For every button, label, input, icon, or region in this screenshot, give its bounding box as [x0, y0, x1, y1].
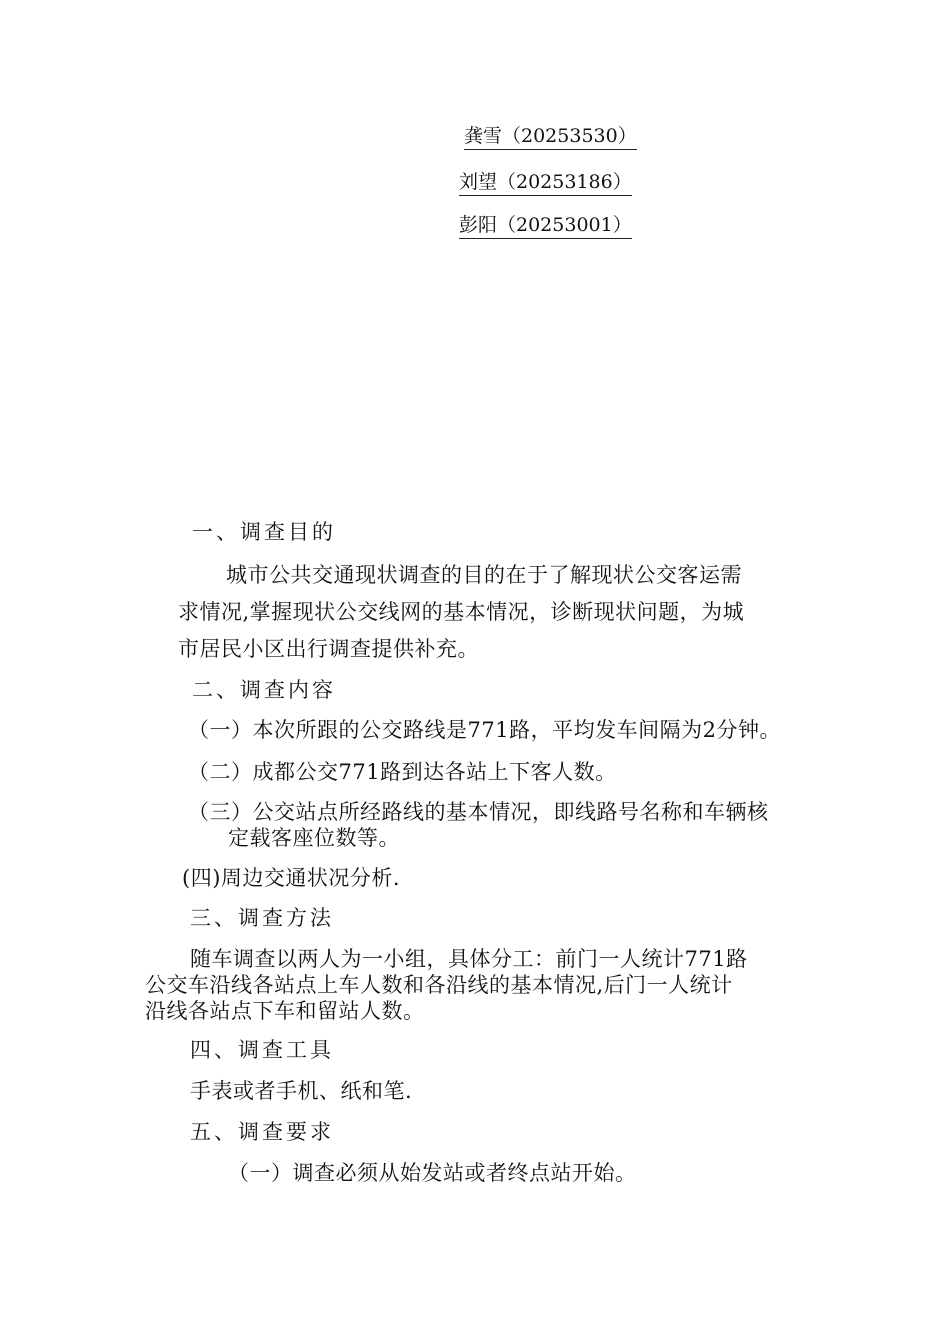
- content-item: (四)周边交通状况分析.: [182, 866, 401, 890]
- tools-text: 手表或者手机、纸和笔.: [190, 1079, 413, 1103]
- section-heading-content: 二、调查内容: [192, 678, 336, 702]
- method-text-line: 沿线各站点下车和留站人数。: [145, 999, 425, 1023]
- content-item-continuation: 定载客座位数等。: [228, 826, 400, 850]
- method-text-line: 公交车沿线各站点上车人数和各沿线的基本情况,后门一人统计: [145, 973, 733, 997]
- purpose-text-line: 市居民小区出行调查提供补充。: [178, 637, 479, 661]
- section-heading-requirements: 五、调查要求: [190, 1120, 334, 1144]
- section-heading-purpose: 一、调查目的: [192, 520, 336, 544]
- content-item: （一）本次所跟的公交路线是771路，平均发车间隔为2分钟。: [188, 718, 781, 742]
- section-heading-tools: 四、调查工具: [190, 1038, 334, 1062]
- author-name: 彭阳（20253001）: [459, 213, 632, 239]
- method-text-line: 随车调查以两人为一小组，具体分工：前门一人统计771路: [190, 947, 748, 971]
- author-name: 龚雪（20253530）: [464, 124, 637, 150]
- purpose-text-line: 城市公共交通现状调查的目的在于了解现状公交客运需: [226, 563, 742, 587]
- requirements-item: （一）调查必须从始发站或者终点站开始。: [228, 1161, 637, 1185]
- content-item: （三）公交站点所经路线的基本情况，即线路号名称和车辆核: [188, 800, 769, 824]
- section-heading-method: 三、调查方法: [190, 906, 334, 930]
- author-name: 刘望（20253186）: [459, 170, 632, 196]
- content-item: （二）成都公交771路到达各站上下客人数。: [188, 760, 617, 784]
- purpose-text-line: 求情况,掌握现状公交线网的基本情况，诊断现状问题，为城: [178, 600, 745, 624]
